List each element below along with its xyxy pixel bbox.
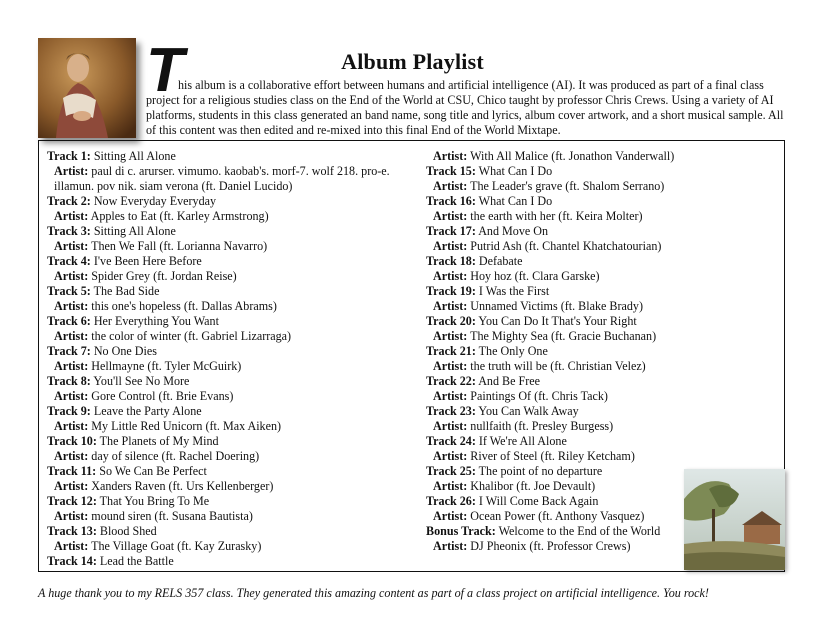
artist-name: Gore Control (ft. Brie Evans) <box>91 389 234 403</box>
artist-label: Artist: <box>54 209 89 223</box>
intro-text: his album is a collaborative effort between humans and artificial intelligence (AI). It was produced as part of a final class project for a religious studies class on the End of the World at CSU, Chico taught by professor Chris Crews. Using a variety of AI platforms, students in this class generated an band name, song title and lyrics, album cover artwork, and a short musical sample. All of this content was then edited and re-mixed into this final End of the World Mixtape. <box>146 78 784 137</box>
artist-name: The Leader's grave (ft. Shalom Serrano) <box>470 179 665 193</box>
bonus-track-title: Welcome to the End of the World <box>498 524 661 538</box>
artist-label: Artist: <box>54 479 89 493</box>
artist-line <box>47 269 407 284</box>
track-number: 13: <box>80 524 97 538</box>
track-number: 5: <box>80 284 91 298</box>
track-number: 25: <box>459 464 476 478</box>
track-label: Track <box>426 194 457 208</box>
track-title: Sitting All Alone <box>93 149 176 163</box>
artist-name: Khalibor (ft. Joe Devault) <box>470 479 596 493</box>
track-line <box>47 149 407 164</box>
track-line <box>426 224 726 239</box>
artist-name: Paintings Of (ft. Chris Tack) <box>470 389 608 403</box>
artist-name: this one's hopeless (ft. Dallas Abrams) <box>91 299 277 313</box>
artist-line <box>47 449 407 464</box>
track-label: Track <box>426 404 457 418</box>
track-title: Sitting All Alone <box>93 224 176 238</box>
artist-label: Artist: <box>54 389 89 403</box>
artist-name: day of silence (ft. Rachel Doering) <box>91 449 260 463</box>
track-line <box>426 194 726 209</box>
track-label: Track <box>47 374 78 388</box>
artist-line <box>426 209 726 224</box>
track-label: Track <box>426 434 457 448</box>
artist-name: Apples to Eat (ft. Karley Armstrong) <box>90 209 269 223</box>
artist-label: Artist: <box>433 209 468 223</box>
artist-line <box>426 329 726 344</box>
track-title: I Will Come Back Again <box>478 494 599 508</box>
track-label: Track <box>47 194 78 208</box>
artist-label: Artist: <box>433 419 468 433</box>
track-number: 4: <box>80 254 91 268</box>
artist-label: Artist: <box>54 239 89 253</box>
track-line <box>426 494 726 509</box>
artist-label: Artist: <box>54 299 89 313</box>
artist-line <box>426 479 726 494</box>
artist-line <box>426 359 726 374</box>
track-title: Her Everything You Want <box>93 314 219 328</box>
track-title: The Only One <box>478 344 548 358</box>
track-number: 24: <box>459 434 476 448</box>
track-line <box>47 464 407 479</box>
track-title: The Planets of My Mind <box>99 434 219 448</box>
track-line <box>426 434 726 449</box>
artist-line <box>47 419 407 434</box>
track-title: You Can Do It That's Your Right <box>478 314 637 328</box>
track-title: Now Everyday Everyday <box>93 194 217 208</box>
artist-name: River of Steel (ft. Riley Ketcham) <box>470 449 635 463</box>
artist-name: DJ Pheonix (ft. Professor Crews) <box>470 539 631 553</box>
track-label: Track <box>47 554 78 568</box>
artist-label: Artist: <box>433 149 468 163</box>
artist-label: Artist: <box>433 389 468 403</box>
track-number: 19: <box>459 284 476 298</box>
artist-label: Artist: <box>54 539 89 553</box>
playlist-left-column <box>47 149 407 569</box>
track-label: Track <box>426 314 457 328</box>
track-label: Track <box>426 494 457 508</box>
track-label: Track <box>47 344 78 358</box>
intro-paragraph <box>146 78 786 138</box>
artist-line <box>47 509 407 524</box>
artist-name: With All Malice (ft. Jonathon Vanderwall) <box>470 149 675 163</box>
track-line <box>426 464 726 479</box>
track-number: 6: <box>80 314 91 328</box>
artist-name: Putrid Ash (ft. Chantel Khatchatourian) <box>470 239 662 253</box>
artist-label: Artist: <box>54 449 89 463</box>
track-number: 10: <box>80 434 97 448</box>
artist-label: Artist: <box>433 479 468 493</box>
artist-name: Hellmayne (ft. Tyler McGuirk) <box>91 359 242 373</box>
artist-line <box>47 299 407 314</box>
track-label: Track <box>47 284 78 298</box>
track-number: 8: <box>80 374 91 388</box>
bonus-track-line <box>426 524 726 539</box>
bonus-track-label: Bonus Track: <box>426 524 496 538</box>
track-title: Lead the Battle <box>99 554 174 568</box>
artist-name: Xanders Raven (ft. Urs Kellenberger) <box>91 479 274 493</box>
track-title: The Bad Side <box>93 284 160 298</box>
intro-dropcap: T <box>146 36 184 105</box>
track-line <box>426 164 726 179</box>
landscape-painting <box>684 469 785 570</box>
track-label: Track <box>47 464 78 478</box>
track-line <box>47 494 407 509</box>
track-line <box>426 254 726 269</box>
artist-name: Ocean Power (ft. Anthony Vasquez) <box>470 509 645 523</box>
track-number: 14: <box>80 554 97 568</box>
track-label: Track <box>426 164 457 178</box>
artist-line <box>426 179 726 194</box>
track-line <box>47 524 407 539</box>
track-number: 26: <box>459 494 476 508</box>
track-line <box>426 314 726 329</box>
artist-name: The Village Goat (ft. Kay Zurasky) <box>91 539 262 553</box>
artist-name: Spider Grey (ft. Jordan Reise) <box>91 269 237 283</box>
track-number: 2: <box>80 194 91 208</box>
artist-name: paul di c. arurser. vimumo. kaobab's. morf-7. wolf 218. pro-e. illamun. pov nik. siam verona (ft. Daniel Lucido) <box>54 164 390 193</box>
artist-label: Artist: <box>433 359 468 373</box>
track-number: 7: <box>80 344 91 358</box>
artist-label: Artist: <box>54 509 89 523</box>
track-title: Blood Shed <box>99 524 157 538</box>
artist-line <box>426 449 726 464</box>
track-title: I Was the First <box>478 284 550 298</box>
artist-name: Unnamed Victims (ft. Blake Brady) <box>470 299 643 313</box>
artist-line <box>47 329 407 344</box>
artist-label: Artist: <box>54 359 89 373</box>
track-label: Track <box>47 254 78 268</box>
track-line <box>47 224 407 239</box>
track-line <box>47 434 407 449</box>
artist-line <box>426 419 726 434</box>
artist-name: The Mighty Sea (ft. Gracie Buchanan) <box>470 329 657 343</box>
track-number: 23: <box>459 404 476 418</box>
artist-line <box>47 479 407 494</box>
track-line <box>47 404 407 419</box>
artist-line <box>47 209 407 224</box>
track-number: 22: <box>459 374 476 388</box>
artist-label: Artist: <box>54 164 89 178</box>
artist-label: Artist: <box>54 329 89 343</box>
artist-label: Artist: <box>433 239 468 253</box>
track-title: Defabate <box>478 254 523 268</box>
artist-label: Artist: <box>433 329 468 343</box>
artist-label: Artist: <box>433 179 468 193</box>
track-title: I've Been Here Before <box>93 254 202 268</box>
track-title: You'll See No More <box>93 374 190 388</box>
artist-label: Artist: <box>433 539 468 553</box>
track-number: 18: <box>459 254 476 268</box>
artist-line <box>47 239 407 254</box>
playlist-right-column <box>426 149 726 554</box>
track-number: 9: <box>80 404 91 418</box>
track-label: Track <box>426 464 457 478</box>
track-label: Track <box>47 149 78 163</box>
track-label: Track <box>47 224 78 238</box>
track-title: And Move On <box>478 224 549 238</box>
artist-name: mound siren (ft. Susana Bautista) <box>91 509 253 523</box>
artist-line <box>426 299 726 314</box>
track-line <box>47 284 407 299</box>
track-line <box>426 404 726 419</box>
track-number: 15: <box>459 164 476 178</box>
track-label: Track <box>47 434 78 448</box>
track-title: And Be Free <box>478 374 541 388</box>
artist-line <box>47 164 407 194</box>
track-label: Track <box>47 524 78 538</box>
track-label: Track <box>426 284 457 298</box>
artist-label: Artist: <box>433 299 468 313</box>
track-number: 20: <box>459 314 476 328</box>
track-line <box>426 284 726 299</box>
track-number: 21: <box>459 344 476 358</box>
track-number: 1: <box>80 149 91 163</box>
footer-thanks: A huge thank you to my RELS 357 class. They generated this amazing content as part of a class project on artificial intelligence. You rock! <box>38 586 709 600</box>
artist-line <box>47 539 407 554</box>
track-line <box>47 254 407 269</box>
artist-label: Artist: <box>54 419 89 433</box>
artist-line <box>426 239 726 254</box>
track-title: So We Can Be Perfect <box>99 464 207 478</box>
track-label: Track <box>426 254 457 268</box>
track-title: Leave the Party Alone <box>93 404 202 418</box>
artist-line <box>47 359 407 374</box>
track-title: No One Dies <box>93 344 157 358</box>
artist-name: the color of winter (ft. Gabriel Lizarraga) <box>91 329 292 343</box>
track-label: Track <box>47 494 78 508</box>
artist-name: Then We Fall (ft. Lorianna Navarro) <box>91 239 268 253</box>
artist-line <box>426 389 726 404</box>
track-title: You Can Walk Away <box>478 404 579 418</box>
track-title: What Can I Do <box>478 194 553 208</box>
artist-name: the truth will be (ft. Christian Velez) <box>470 359 646 373</box>
track-number: 11: <box>80 464 97 478</box>
track-label: Track <box>47 314 78 328</box>
page-title: Album Playlist <box>341 48 484 74</box>
artist-line <box>47 389 407 404</box>
artist-line <box>426 539 726 554</box>
track-label: Track <box>426 344 457 358</box>
track-line <box>47 314 407 329</box>
artist-name: My Little Red Unicorn (ft. Max Aiken) <box>91 419 282 433</box>
track-label: Track <box>426 374 457 388</box>
artist-label: Artist: <box>54 269 89 283</box>
artist-label: Artist: <box>433 269 468 283</box>
track-line <box>426 344 726 359</box>
artist-line <box>426 149 726 164</box>
track-title: What Can I Do <box>478 164 553 178</box>
artist-line <box>426 509 726 524</box>
track-number: 16: <box>459 194 476 208</box>
track-line <box>426 374 726 389</box>
track-line <box>47 374 407 389</box>
track-number: 12: <box>80 494 97 508</box>
track-title: That You Bring To Me <box>99 494 210 508</box>
track-line <box>47 194 407 209</box>
track-title: If We're All Alone <box>478 434 567 448</box>
artist-line <box>426 269 726 284</box>
artist-name: the earth with her (ft. Keira Molter) <box>470 209 643 223</box>
track-label: Track <box>47 404 78 418</box>
track-title: The point of no departure <box>478 464 603 478</box>
track-line <box>47 554 407 569</box>
track-line <box>47 344 407 359</box>
track-number: 17: <box>459 224 476 238</box>
artist-label: Artist: <box>433 509 468 523</box>
artist-label: Artist: <box>433 449 468 463</box>
artist-name: nullfaith (ft. Presley Burgess) <box>470 419 614 433</box>
track-number: 3: <box>80 224 91 238</box>
artist-name: Hoy hoz (ft. Clara Garske) <box>470 269 600 283</box>
track-label: Track <box>426 224 457 238</box>
